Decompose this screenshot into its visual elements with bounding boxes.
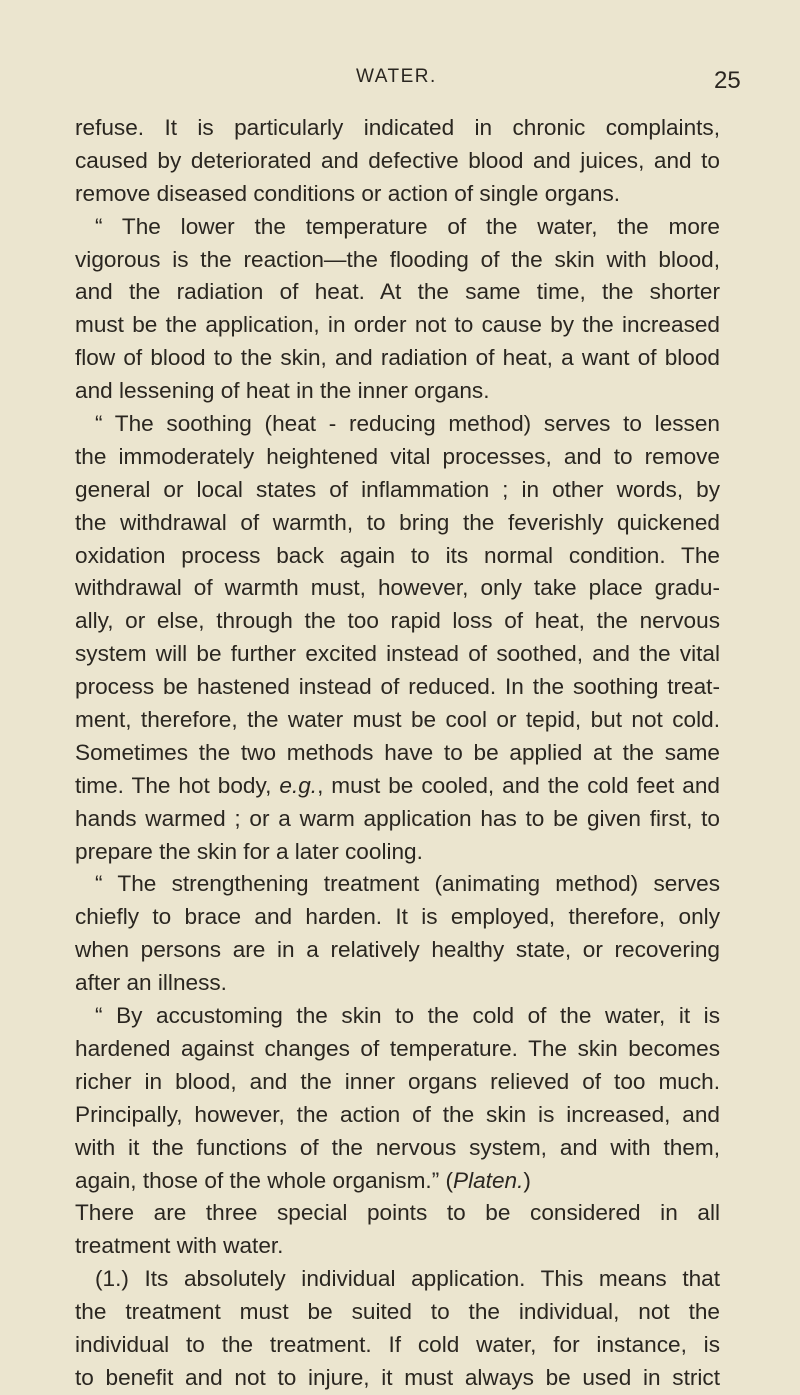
text-segment: , must be cooled, and the cold feet and	[317, 772, 720, 798]
text-line: the withdrawal of warmth, to bring the feverishly quickened	[75, 509, 720, 535]
text-line: individual to the treatment. If cold water, for instance, is	[75, 1331, 720, 1357]
text-line: “ The strengthening treatment (animating method) serves	[95, 871, 720, 897]
text-line: “ The soothing (heat - reducing method) serves to lessen	[95, 411, 720, 437]
text-line: and lessening of heat in the inner organs.	[75, 378, 490, 404]
text-line: richer in blood, and the inner organs relieved of too much.	[75, 1068, 720, 1094]
text-line-eg	[75, 770, 720, 803]
text-line: oxidation process back again to its normal condition. The	[75, 542, 720, 568]
text-segment: again, those of the whole organism.” (	[75, 1167, 454, 1193]
text-line: prepare the skin for a later cooling.	[75, 838, 423, 864]
text-line: with it the functions of the nervous system, and with them,	[75, 1134, 720, 1160]
text-line: must be the application, in order not to cause by the increased	[75, 312, 720, 338]
italic-eg: e.g.	[279, 772, 318, 798]
text-line: refuse. It is particularly indicated in chronic complaints,	[75, 115, 720, 140]
text-line: flow of blood to the skin, and radiation of heat, a want of blood	[75, 345, 720, 371]
page-number: 25	[714, 67, 741, 94]
text-line: treatment with water.	[75, 1233, 284, 1259]
text-line: ally, or else, through the too rapid loss of heat, the nervous	[75, 608, 720, 634]
text-segment: time. The hot body,	[75, 772, 280, 798]
text-line: general or local states of inflammation ; in other words, by	[75, 476, 720, 502]
text-line: system will be further excited instead of soothed, and the vital	[75, 641, 720, 667]
italic-platen: Platen.	[453, 1167, 524, 1193]
text-line: Principally, however, the action of the skin is increased, and	[75, 1101, 720, 1127]
text-line: caused by deteriorated and defective blood and juices, and to	[75, 147, 720, 173]
text-line: and the radiation of heat. At the same time, the shorter	[75, 279, 720, 305]
body-text	[75, 112, 720, 1395]
running-head	[0, 62, 800, 92]
text-line: ment, therefore, the water must be cool or tepid, but not cold.	[75, 707, 720, 733]
text-line: “ The lower the temperature of the water, the more	[95, 213, 720, 239]
text-line: (1.) Its absolutely individual application. This means that	[95, 1266, 720, 1292]
header-title: WATER.	[356, 66, 437, 87]
text-line: hands warmed ; or a warm application has to be given first, to	[75, 805, 720, 831]
text-line-platen	[75, 1165, 720, 1198]
text-line: to benefit and not to injure, it must always be used in strict	[75, 1364, 720, 1390]
text-line: withdrawal of warmth must, however, only take place gradu-	[75, 575, 720, 601]
text-line: There are three special points to be considered in all	[75, 1200, 720, 1226]
text-line: hardened against changes of temperature. The skin becomes	[75, 1035, 720, 1061]
text-segment: )	[523, 1167, 531, 1193]
text-line: when persons are in a relatively healthy state, or recovering	[75, 937, 720, 963]
text-line: chiefly to brace and harden. It is employed, therefore, only	[75, 904, 720, 930]
text-line: vigorous is the reaction—the flooding of the skin with blood,	[75, 246, 720, 272]
text-line: the immoderately heightened vital processes, and to remove	[75, 443, 720, 469]
text-line: remove diseased conditions or action of single organs.	[75, 180, 621, 206]
text-line: “ By accustoming the skin to the cold of the water, it is	[95, 1003, 720, 1029]
text-line: Sometimes the two methods have to be applied at the same	[75, 739, 720, 765]
text-line: after an illness.	[75, 970, 227, 996]
text-line: process be hastened instead of reduced. In the soothing treat-	[75, 674, 720, 700]
text-line: the treatment must be suited to the individual, not the	[75, 1299, 720, 1325]
